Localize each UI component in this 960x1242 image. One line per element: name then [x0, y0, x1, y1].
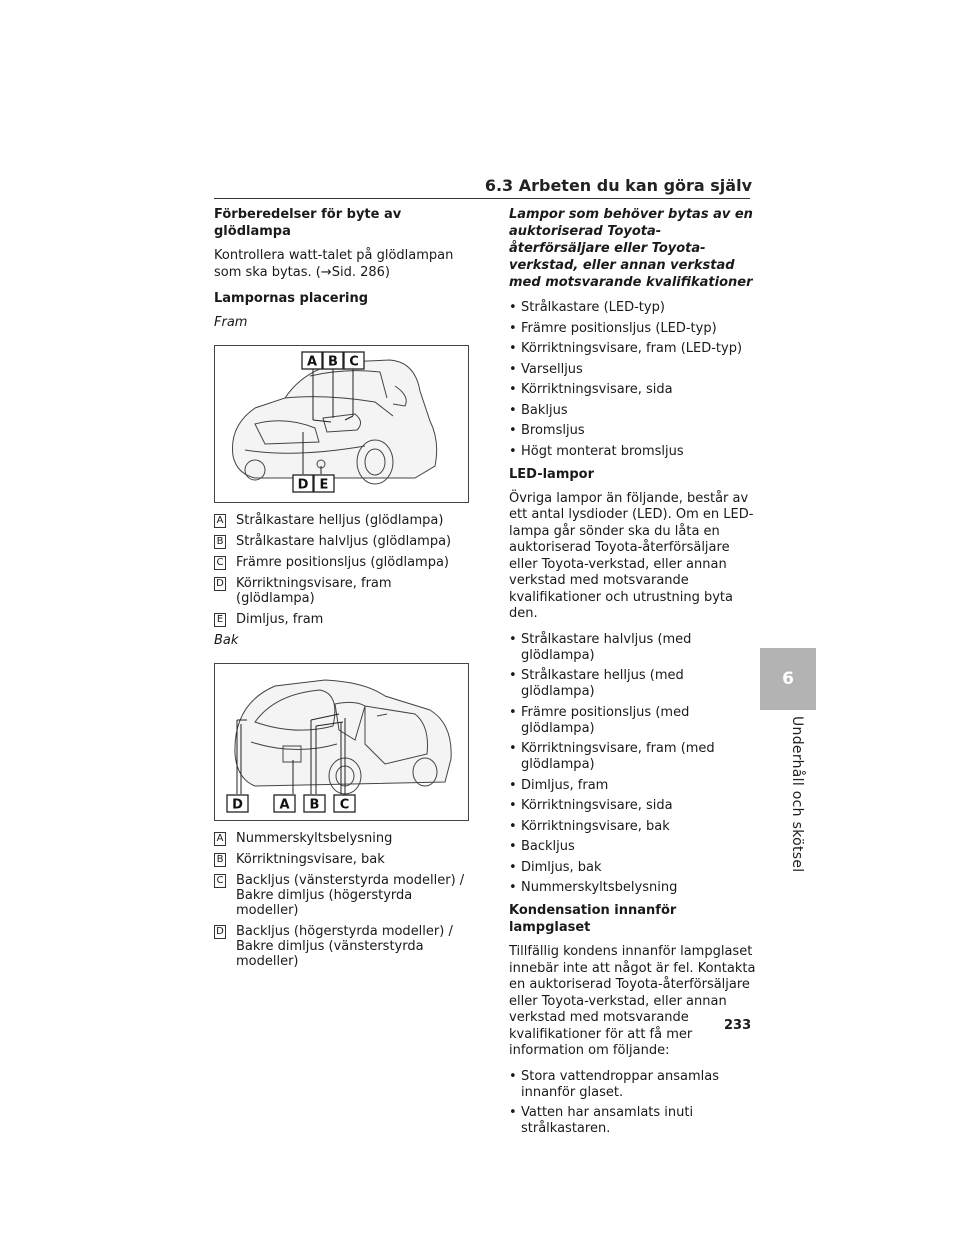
front-legend-item [214, 576, 469, 606]
list-item: • Backljus [509, 839, 575, 854]
left-column [214, 206, 469, 975]
list-item: • Bakljus [509, 402, 568, 418]
dealer-heading: Lampor som behöver bytas av en auktoriserad Toyota-återförsäljare eller Toyota-verkstad, eller annan verkstad med motsvarande kvalifikationer [509, 207, 753, 290]
front-label: Fram [214, 315, 248, 330]
list-item: • Körriktningsvisare, fram (med glödlampa) [509, 741, 715, 772]
led-text: Övriga lampor än följande, består av ett antal lysdioder (LED). Om en LED-lampa går sönder ska du låta en auktoriserad Toyota-återförsäljare eller Toyota-verkstad, eller annan verkstad med motsvarande kvalifikationer och utrustning byta den. [509, 490, 754, 621]
front-fig-label-c-text: C [349, 354, 359, 370]
section-header-title: 6.3 Arbeten du kan göra själv [484, 176, 752, 195]
front-legend-item [214, 612, 469, 627]
list-item: • Främre positionsljus (med glödlampa) [509, 704, 690, 736]
chapter-label: Underhåll och skötsel [789, 716, 805, 873]
legend-letter: B [214, 535, 226, 549]
rear-car-illustration [215, 664, 468, 820]
page-number: 233 [724, 1018, 752, 1033]
prep-heading: Förberedelser för byte av glödlampa [214, 207, 402, 239]
list-item: • Strålkastare helljus (med glödlampa) [509, 668, 684, 699]
legend-text: Backljus (högerstyrda modeller) / Bakre dimljus (vänsterstyrda modeller) [236, 924, 453, 969]
rear-legend [214, 831, 469, 969]
condensation-heading: Kondensation innanför lampglaset [509, 903, 677, 935]
rear-fig-label-c-text: C [339, 797, 350, 813]
list-item: • Främre positionsljus (LED-typ) [509, 320, 717, 336]
list-item: • Körriktningsvisare, sida [509, 798, 673, 813]
chapter-tab: 6 [760, 648, 816, 710]
list-item: • Vatten har ansamlats inuti strålkastaren. [509, 1105, 694, 1136]
front-legend-item [214, 513, 469, 528]
legend-letter: C [214, 556, 226, 570]
condensation-list [509, 1069, 757, 1138]
list-item: • Dimljus, fram [509, 777, 609, 793]
list-item: • Körriktningsvisare, fram (LED-typ) [509, 341, 743, 356]
front-car-illustration [215, 346, 468, 502]
list-item: • Stora vattendroppar ansamlas innanför glaset. [509, 1068, 720, 1100]
rear-fig-label-d-text: D [232, 797, 243, 813]
led-list [509, 632, 757, 897]
placement-heading: Lampornas placering [214, 291, 369, 306]
legend-text: Backljus (vänsterstyrda modeller) / Bakre dimljus (högerstyrda modeller) [236, 873, 465, 918]
legend-letter: A [214, 832, 226, 846]
legend-letter: D [214, 925, 226, 939]
dealer-list [509, 300, 757, 460]
list-item: • Nummerskyltsbelysning [509, 880, 678, 895]
list-item: • Varselljus [509, 361, 583, 377]
rear-legend-item [214, 924, 469, 969]
front-legend-item [214, 555, 469, 570]
right-column [509, 206, 757, 1143]
rear-legend-item [214, 873, 469, 918]
front-fig-label-e-text: E [319, 477, 329, 493]
rear-car-figure [214, 663, 469, 821]
rear-fig-label-b-text: B [309, 797, 320, 813]
rear-fig-label-a-text: A [279, 797, 290, 813]
list-item: • Körriktningsvisare, sida [509, 382, 673, 397]
legend-letter: D [214, 577, 226, 591]
rear-legend-item [214, 852, 469, 867]
header-rule [214, 198, 750, 199]
list-item: • Högt monterat bromsljus [509, 443, 684, 459]
legend-text: Strålkastare halvljus (glödlampa) [236, 534, 452, 549]
rear-label: Bak [214, 633, 239, 648]
list-item: • Körriktningsvisare, bak [509, 818, 670, 834]
rear-legend-item [214, 831, 469, 846]
led-heading: LED-lampor [509, 466, 595, 482]
legend-letter: E [214, 613, 226, 627]
front-legend [214, 513, 469, 627]
legend-text: Nummerskyltsbelysning [236, 831, 393, 846]
front-legend-item [214, 534, 469, 549]
list-item: • Dimljus, bak [509, 859, 602, 875]
condensation-text: Tillfällig kondens innanför lampglaset innebär inte att något är fel. Kontakta en auktoriserad Toyota-återförsäljare eller Toyota-verkstad, eller annan verkstad med motsvarande kvalifikationer för att få mer information om följande: [509, 944, 756, 1058]
front-fig-label-b-text: B [328, 354, 338, 370]
front-fig-label-d-text: D [297, 477, 309, 493]
legend-letter: C [214, 874, 226, 888]
prep-text: Kontrollera watt-talet på glödlampan som ska bytas. (→Sid. 286) [214, 248, 454, 280]
legend-text: Strålkastare helljus (glödlampa) [236, 513, 444, 528]
list-item: • Strålkastare (LED-typ) [509, 300, 665, 315]
legend-letter: A [214, 514, 226, 528]
front-car-figure [214, 345, 469, 503]
legend-text: Körriktningsvisare, bak [236, 852, 385, 867]
legend-letter: B [214, 853, 226, 867]
front-fig-label-a-text: A [306, 354, 318, 370]
list-item: • Bromsljus [509, 423, 585, 438]
list-item: • Strålkastare halvljus (med glödlampa) [509, 631, 692, 663]
legend-text: Främre positionsljus (glödlampa) [236, 555, 450, 570]
legend-text: Körriktningsvisare, fram (glödlampa) [236, 576, 392, 606]
legend-text: Dimljus, fram [236, 612, 324, 627]
